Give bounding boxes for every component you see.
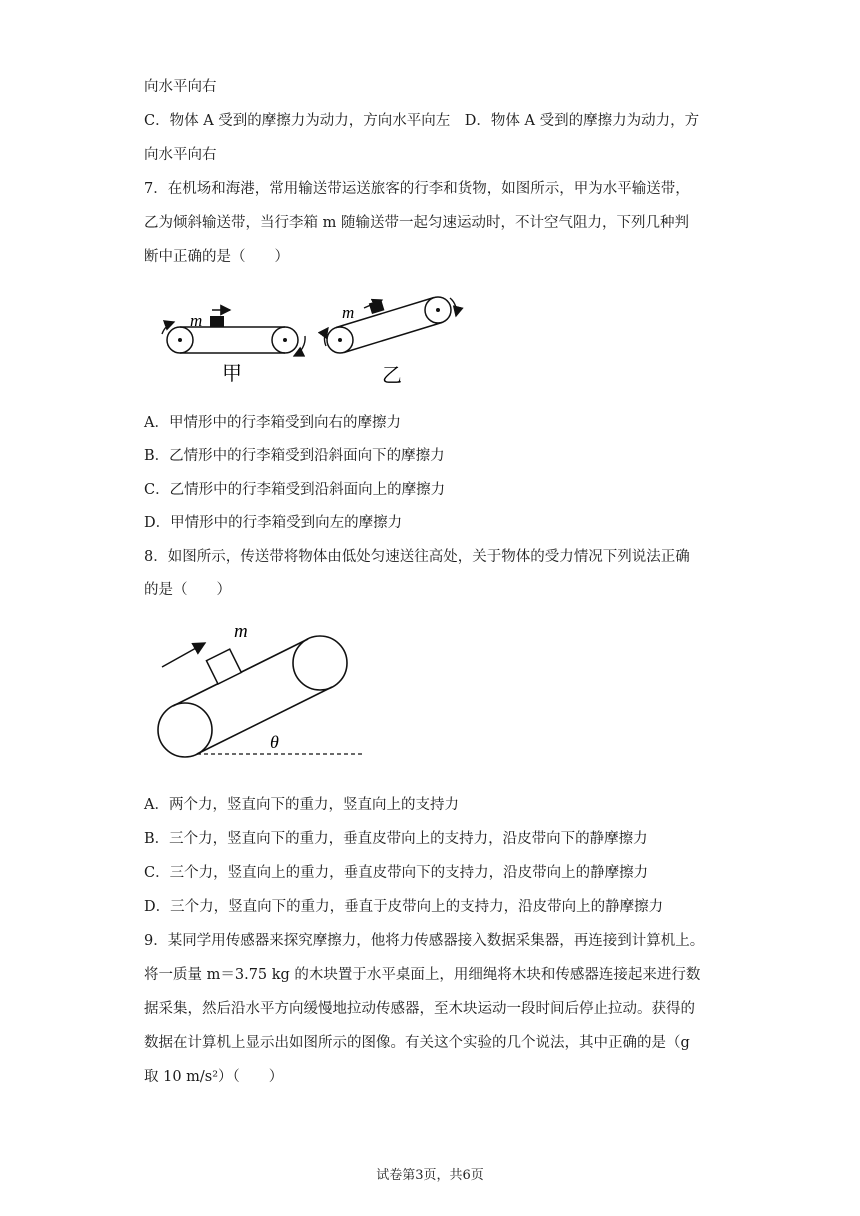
horizontal-belt xyxy=(162,310,305,385)
question-7-text: 乙为倾斜输送带，当行李箱 m 随输送带一起匀速运动时，不计空气阻力，下列几种判 xyxy=(144,215,689,231)
option-D: D．甲情形中的行李箱受到向左的摩擦力 xyxy=(144,515,403,531)
question-9-text: 将一质量 m＝3.75 kg 的木块置于水平桌面上，用细绳将木块和传感器连接起来进行数 xyxy=(144,967,701,983)
inclined-belt xyxy=(324,297,456,387)
option-B: B．乙情形中的行李箱受到沿斜面向下的摩擦力 xyxy=(144,448,445,464)
option-C: C．三个力，竖直向上的重力，垂直皮带向下的支持力，沿皮带向上的静摩擦力 xyxy=(144,865,649,881)
option-B: B．三个力，竖直向下的重力，垂直皮带向上的支持力，沿皮带向下的静摩擦力 xyxy=(144,831,648,847)
question-8-text: 的是（ ） xyxy=(144,582,231,598)
option-A: A．甲情形中的行李箱受到向右的摩擦力 xyxy=(144,415,401,431)
inclined-belt-diagram xyxy=(150,615,380,765)
question-9-text: 取 10 m/s²）（ ） xyxy=(144,1069,284,1085)
text-line: C．物体 A 受到的摩擦力为动力，方向水平向左 D．物体 A 受到的摩擦力为动力，方 xyxy=(144,113,700,129)
option-D: D．三个力，竖直向下的重力，垂直于皮带向上的支持力，沿皮带向上的静摩擦力 xyxy=(144,899,664,915)
angle-label: θ xyxy=(270,732,279,752)
label-yi: 乙 xyxy=(382,363,402,387)
conveyor-diagram xyxy=(150,290,480,390)
question-9-text: 据采集，然后沿水平方向缓慢地拉动传感器，至木块运动一段时间后停止拉动。获得的 xyxy=(144,1001,695,1017)
question-7-text: 7．在机场和海港，常用输送带运送旅客的行李和货物，如图所示，甲为水平输送带， xyxy=(144,181,690,197)
page-footer: 试卷第3页，共6页 xyxy=(376,1168,484,1183)
mass-label: m xyxy=(342,303,355,322)
text-line: 向水平向右 xyxy=(144,147,217,163)
option-C: C．乙情形中的行李箱受到沿斜面向上的摩擦力 xyxy=(144,482,446,498)
mass-label: m xyxy=(234,621,248,642)
text-line: 向水平向右 xyxy=(144,79,217,95)
question-7-text: 断中正确的是（ ） xyxy=(144,249,289,265)
label-jia: 甲 xyxy=(222,361,242,385)
figure-inclined-belt xyxy=(150,615,380,765)
figure-conveyor-belts xyxy=(150,290,480,390)
mass-label: m xyxy=(190,311,203,330)
option-A: A．两个力，竖直向下的重力，竖直向上的支持力 xyxy=(144,797,459,813)
question-9-text: 9．某同学用传感器来探究摩擦力，他将力传感器接入数据采集器，再连接到计算机上。 xyxy=(144,933,705,949)
question-8-text: 8．如图所示，传送带将物体由低处匀速送往高处，关于物体的受力情况下列说法正确 xyxy=(144,549,690,565)
question-9-text: 数据在计算机上显示出如图所示的图像。有关这个实验的几个说法，其中正确的是（g xyxy=(144,1035,690,1051)
